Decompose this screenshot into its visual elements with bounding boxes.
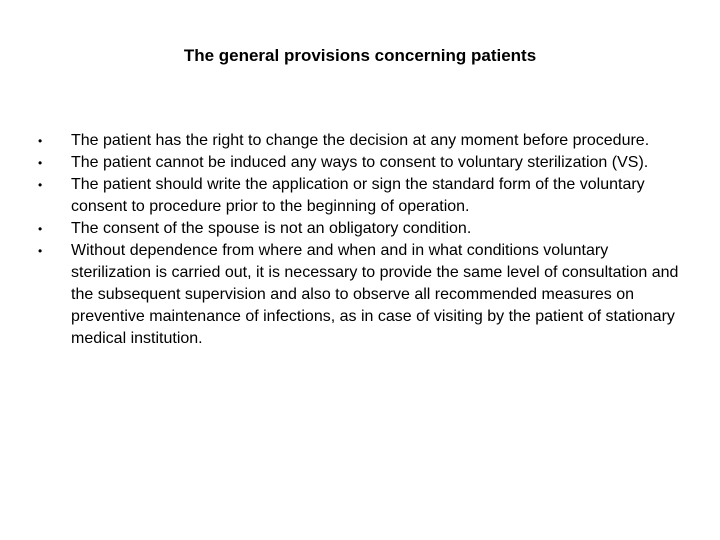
bullet-text: Without dependence from where and when and in what conditions voluntary sterilization is carried out, it is necessary to provide the same level of consultation and the subsequent supervision and also to observe all recommended measures on preventive maintenance of infections, as in case of visiting by the patient of stationary medical institution. (71, 242, 679, 347)
bullet-icon: • (38, 244, 43, 258)
bullet-text: The patient should write the application or sign the standard form of the voluntary consent to procedure prior to the beginning of operation. (71, 176, 645, 215)
list-item (38, 218, 688, 240)
slide-title: The general provisions concerning patients (183, 46, 537, 65)
bullet-text: The consent of the spouse is not an obligatory condition. (71, 220, 472, 237)
list-item (38, 152, 688, 174)
bullet-list (38, 130, 688, 350)
bullet-text: The patient has the right to change the decision at any moment before procedure. (71, 132, 650, 149)
list-item (38, 240, 688, 350)
list-item (38, 174, 688, 218)
bullet-icon: • (38, 222, 43, 236)
bullet-text: The patient cannot be induced any ways to consent to voluntary sterilization (VS). (71, 154, 649, 171)
bullet-icon: • (38, 134, 43, 148)
bullet-icon: • (38, 178, 43, 192)
bullet-icon: • (38, 156, 43, 170)
list-item (38, 130, 688, 152)
